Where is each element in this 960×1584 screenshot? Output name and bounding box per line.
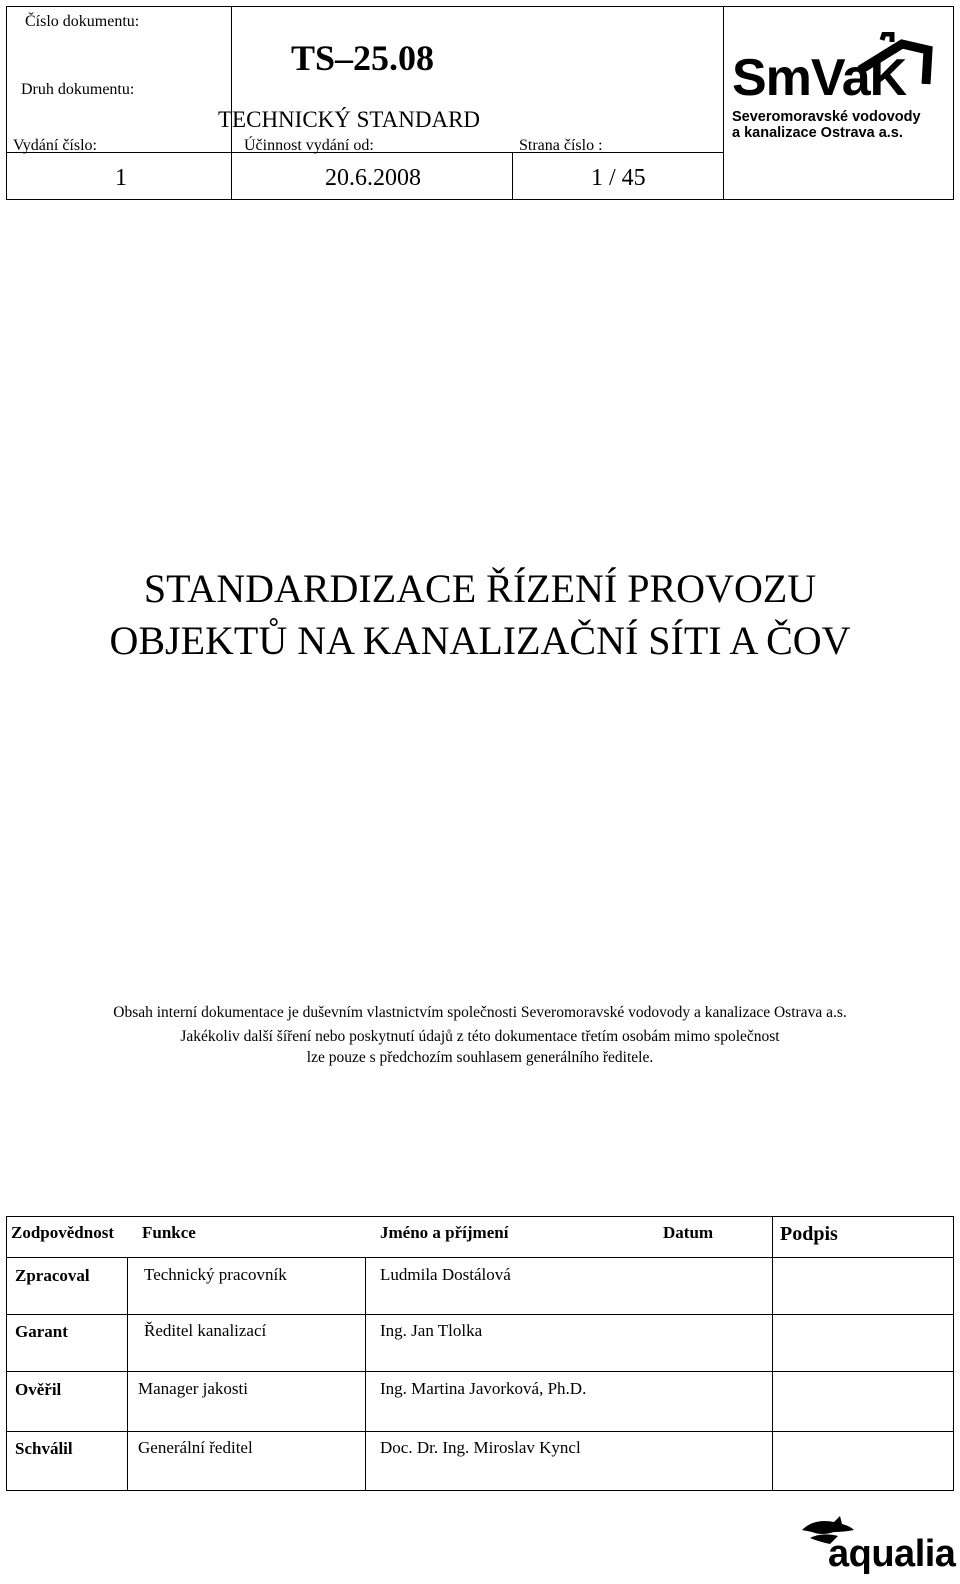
table-divider: [365, 1257, 366, 1490]
logo-line-1: Severomoravské vodovody: [732, 109, 921, 125]
table-divider: [7, 1431, 953, 1432]
column-header-date: Datum: [663, 1223, 714, 1242]
issue-value: 1: [115, 165, 127, 191]
confidentiality-notice-line-2: Jakékoliv další šíření nebo poskytnutí údajů z této dokumentace třetím osobám mimo společnost: [180, 1028, 780, 1045]
table-divider: [7, 1314, 953, 1315]
approval-table: [6, 1216, 954, 1491]
column-header-signature: Podpis: [780, 1223, 838, 1245]
page-value: 1 / 45: [591, 165, 646, 191]
row-function: Ředitel kanalizací: [144, 1321, 267, 1340]
header-divider: [231, 7, 232, 199]
aqualia-wordmark: aqualia: [828, 1533, 956, 1575]
column-header-function: Funkce: [142, 1223, 196, 1242]
table-divider: [7, 1371, 953, 1372]
confidentiality-notice-line-1: Obsah interní dokumentace je duševním vlastnictvím společnosti Severomoravské vodovody a kanalizace Ostrava a.s.: [113, 1004, 847, 1021]
row-role: Garant: [15, 1322, 68, 1341]
aqualia-logo: [800, 1516, 956, 1580]
doc-type-label: Druh dokumentu:: [21, 81, 135, 98]
doc-type: TECHNICKÝ STANDARD: [218, 107, 481, 132]
doc-number-label: Číslo dokumentu:: [25, 13, 140, 30]
row-name: Ing. Martina Javorková, Ph.D.: [380, 1379, 587, 1398]
table-divider: [772, 1217, 773, 1490]
doc-number: TS–25.08: [291, 38, 435, 78]
column-header-responsibility: Zodpovědnost: [11, 1223, 114, 1242]
header-divider: [512, 152, 513, 199]
table-divider: [7, 1257, 953, 1258]
column-header-name: Jméno a příjmení: [380, 1223, 509, 1242]
header-divider: [723, 7, 724, 199]
row-role: Zpracoval: [15, 1266, 90, 1285]
effective-value: 20.6.2008: [325, 165, 421, 191]
document-title-line-1: STANDARDIZACE ŘÍZENÍ PROVOZU: [143, 566, 817, 611]
row-role: Ověřil: [15, 1380, 62, 1399]
row-function: Technický pracovník: [144, 1265, 287, 1284]
smvak-logo: [732, 40, 942, 140]
logo-wordmark: SmVaK: [732, 49, 907, 107]
page-label: Strana číslo :: [519, 137, 603, 154]
confidentiality-notice-line-3: lze pouze s předchozím souhlasem generálního ředitele.: [306, 1049, 654, 1066]
row-name: Ludmila Dostálová: [380, 1265, 511, 1284]
logo-line-2: a kanalizace Ostrava a.s.: [732, 125, 903, 141]
issue-label: Vydání číslo:: [13, 137, 97, 154]
table-divider: [127, 1257, 128, 1490]
document-title-line-2: OBJEKTŮ NA KANALIZAČNÍ SÍTI A ČOV: [109, 618, 851, 663]
row-function: Manager jakosti: [138, 1379, 248, 1398]
row-name: Ing. Jan Tlolka: [380, 1321, 483, 1340]
row-function: Generální ředitel: [138, 1438, 253, 1457]
row-name: Doc. Dr. Ing. Miroslav Kyncl: [380, 1438, 581, 1457]
effective-label: Účinnost vydání od:: [244, 137, 374, 154]
row-role: Schválil: [15, 1439, 73, 1458]
